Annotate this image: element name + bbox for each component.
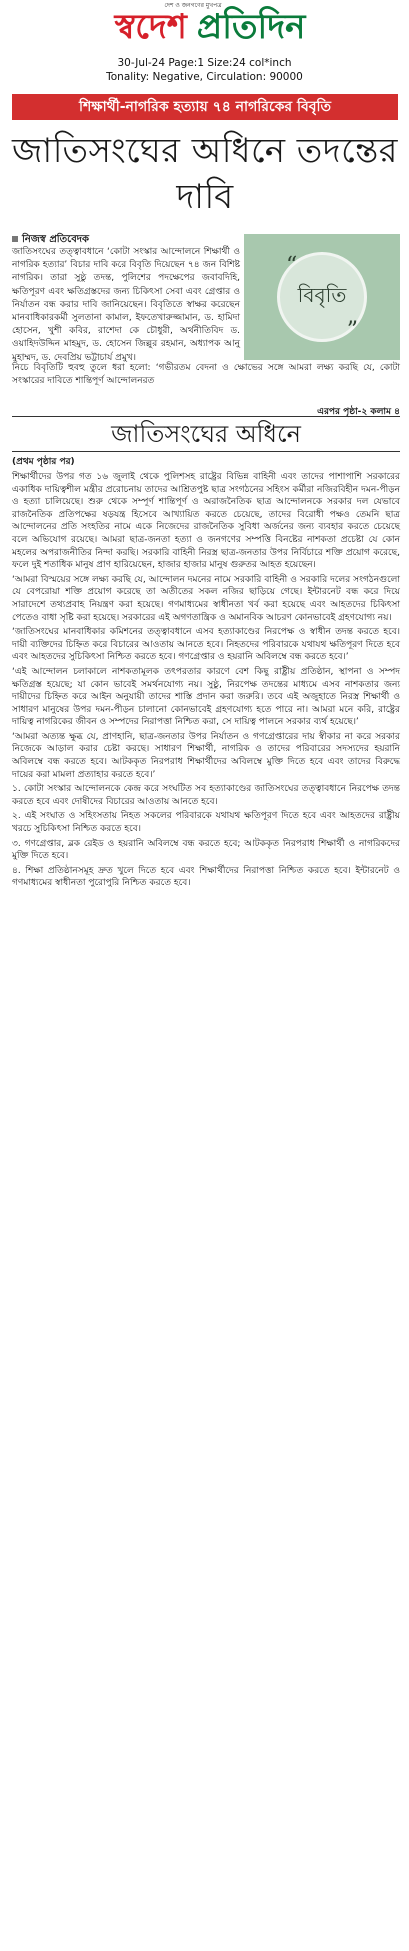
byline-bullet-icon <box>12 236 18 242</box>
demand-item: ৪. শিক্ষা প্রতিষ্ঠানসমূহ দ্রুত খুলে দিতে হবে এবং শিক্ষার্থীদের নিরাপত্তা নিশ্চিত করতে হবে। ইন্টারনেট ও গণমাধ্যমের স্বাধীনতা পুরোপুরি নিশ্চিত করতে হবে। <box>12 865 400 889</box>
logo-left: স্বদেশ <box>114 7 187 47</box>
paragraph: ‘আমরা বিস্ময়ের সঙ্গে লক্ষ্য করছি যে, আন্দোলন দমনের নামে সরকারি বাহিনী ও সরকারি দলের সংগঠনগুলো যে বেপরোয়া শক্তি প্রয়োগ করেছে তা অতীতের সকল নজির ছাড়িয়ে গেছে। ইন্টারনেট বন্ধ করে দিয়ে সারাদেশে তথ্যপ্রবাহ নিয়ন্ত্রণ করা হয়েছে। গণমাধ্যমের স্বাধীনতা খর্ব করা হয়েছে এবং আহতদের চিকিৎসা পেতেও বাধা সৃষ্টি করা হয়েছে। সরকারের এই অগণতান্ত্রিক ও অমানবিক আচরণ কোনভাবেই গ্রহণযোগ্য নয়। <box>12 574 400 623</box>
statement-badge <box>277 252 367 342</box>
masthead-tagline: দেশ ও জনগণের মুখপত্র <box>164 2 222 9</box>
meta-line-tonality: Tonality: Negative, Circulation: 90000 <box>106 71 303 83</box>
continuation-headline: জাতিসংঘের অধিনে <box>12 416 400 452</box>
open-quote-icon: “ <box>286 253 298 278</box>
demand-item: ৩. গণগ্রেপ্তার, ব্লক রেইড ও হয়রানি অবিলম্বে বন্ধ করতে হবে; আটককৃত নিরপরাধ শিক্ষার্থী ও নাগরিকদের মুক্তি দিতে হবে। <box>12 838 400 862</box>
main-headline: জাতিসংঘের অধিনে তদন্তের দাবি <box>12 131 398 217</box>
lead-text: জাতিসংঘের তত্ত্বাবধানে ‘কোটা সংস্কার আন্দোলনে শিক্ষার্থী ও নাগরিক হত্যার’ বিচার দাবি করে বিবৃতি দিয়েছেন ৭৪ জন বিশিষ্ট নাগরিক। তারা সুষ্ঠু তদন্ত, পুলিশের পদক্ষেপের জবাবদিহি, ক্ষতিপূরণ এবং ক্ষতিগ্রস্তদের জন্য চিকিৎসা সেবা এবং গ্রেপ্তার ও নির্যাতন বন্ধ করার দাবি জানিয়েছেন। বিবৃতিতে স্বাক্ষর করেছেন মানবাধিকারকর্মী সুলতানা কামাল, ইফতেখারুজ্জামান, ড. হামিদা হোসেন, খুশী কবির, রাশেদা কে চৌধুরী, অর্থনীতিবিদ ড. ওয়াহিদউদ্দিন মাহমুদ, ড. হোসেন জিল্লুর রহমান, অধ্যাপক আনু মুহাম্মদ, ড. দেবপ্রিয় ভট্টাচার্য প্রমুখ। <box>12 247 240 363</box>
clipping-meta <box>0 56 409 84</box>
continued-marker: এরপর পৃষ্ঠা-২ কলাম ৪ <box>317 407 400 417</box>
paragraph: ‘জাতিসংঘের মানবাধিকার কমিশনের তত্ত্বাবধানে এসব হত্যাকাণ্ডের নিরপেক্ষ ও স্বাধীন তদন্ত করতে হবে। দায়ী ব্যক্তিদের চিহ্নিত করে বিচারের আওতায় আনতে হবে। নিহতদের পরিবারকে যথাযথ ক্ষতিপূরণ দিতে হবে এবং আহতদের সুচিকিৎসা নিশ্চিত করতে হবে। গণগ্রেপ্তার ও হয়রানি অবিলম্বে বন্ধ করতে হবে।’ <box>12 627 400 663</box>
byline-text: নিজস্ব প্রতিবেদক <box>22 234 90 245</box>
continuation-label: (প্রথম পৃষ্ঠার পর) <box>12 457 75 467</box>
statement-image <box>244 234 400 360</box>
kicker-headline: শিক্ষার্থী-নাগরিক হত্যায় ৭৪ নাগরিকের বিবৃতি <box>12 94 398 120</box>
logo-right: প্রতিদিন <box>196 7 306 47</box>
masthead <box>0 0 409 92</box>
statement-image-label: বিবৃতি <box>297 282 347 307</box>
continuation-body <box>12 454 400 892</box>
paragraph: ‘আমরা অত্যন্ত ক্ষুব্ধ যে, প্রাণহানি, ছাত্র-জনতার উপর নির্যাতন ও গণগ্রেপ্তারের দায় স্বীকার না করে সরকার নিজেকে আড়াল করার চেষ্টা করছে। সাধারণ শিক্ষার্থী, নাগরিক ও তাদের পরিবারের সদস্যদের হয়রানি অবিলম্বে বন্ধ করতে হবে। আটককৃত নিরপরাধ শিক্ষার্থীদের অবিলম্বে মুক্তি দিতে হবে এবং তাদের বিরুদ্ধে দায়ের করা মামলা প্রত্যাহার করতে হবে।’ <box>12 731 400 780</box>
demand-item: ১. কোটা সংস্কার আন্দোলনকে কেন্দ্র করে সংঘটিত সব হত্যাকাণ্ডের জাতিসংঘের তত্ত্বাবধানে নিরপেক্ষ তদন্ত করতে হবে এবং দোষীদের বিচারের আওতায় আনতে হবে। <box>12 784 400 807</box>
demand-item: ২. এই সংঘাত ও সহিংসতায় নিহত সকলের পরিবারকে যথাযথ ক্ষতিপূরণ দিতে হবে এবং আহতদের রাষ্ট্রীয় খরচে সুচিকিৎসা নিশ্চিত করতে হবে। <box>12 811 400 835</box>
meta-line-date: 30-Jul-24 Page:1 Size:24 col*inch <box>117 57 292 69</box>
paragraph: শিক্ষার্থীদের উপর গত ১৬ জুলাই থেকে পুলিশসহ রাষ্ট্রের বিভিন্ন বাহিনী এবং তাদের পাশাপাশি সরকারের একাধিক দায়িত্বশীল মন্ত্রীর প্ররোচনায় তাদের আশ্রিতপুষ্ট ছাত্র সংগঠনের সহিংস কর্মীরা নজিরবিহীন দমন-পীড়ন ও হত্যা চালিয়েছে। শুরু থেকে সম্পূর্ণ শান্তিপূর্ণ ও অরাজনৈতিক ছাত্র আন্দোলনকে সরকার দল যেভাবে রাজনৈতিক প্রতিপক্ষের ষড়যন্ত্র হিসেবে আখ্যায়িত করতে চেয়েছে, তাদের বিরোধী পক্ষও তেমনি ছাত্র আন্দোলনের প্রতি সংহতির নামে একে নিজেদের রাজনৈতিক সুবিধা অর্জনের জন্য ব্যবহার করতে চেয়েছে বলে অভিযোগ রয়েছে। আমরা ছাত্র-জনতা হত্যা ও জনগণের সম্পত্তি বিনষ্টের নাশকতা প্রচেষ্টা যে কোন মহলের অপরাজনীতির নিন্দা করছি। সরকারি বাহিনী নিরস্ত্র ছাত্র-জনতার উপর নির্বিচারে শক্তি প্রয়োগ করেছে, ফলে দুই শতাধিক মানুষ প্রাণ হারিয়েছেন, হাজার হাজার মানুষ গুরুতর আহত হয়েছেন। <box>12 472 400 571</box>
statement-intro: নিচে বিবৃতিটি হুবহু তুলে ধরা হলো: ‘গভীরতম বেদনা ও ক্ষোভের সঙ্গে আমরা লক্ষ্য করছি যে, কোটা সংস্কারের দাবিতে শান্তিপূর্ণ আন্দোলনরত <box>12 363 400 387</box>
paragraph: ‘এই আন্দোলন চলাকালে নাশকতামূলক তৎপরতার কারণে বেশ কিছু রাষ্ট্রীয় প্রতিষ্ঠান, স্থাপনা ও সম্পদ ক্ষতিগ্রস্ত হয়েছে; যা কোন ভাবেই সমর্থনযোগ্য নয়। সুষ্ঠু, নিরপেক্ষ তদন্তের মাধ্যমে এসব নাশকতার জন্য দায়ীদের চিহ্নিত করে আইন অনুযায়ী তাদের শাস্তি প্রদান করা জরুরি। তবে এই অজুহাতে নিরস্ত্র শিক্ষার্থী ও সাধারণ মানুষের উপর দমন-পীড়ন চালানো কোনভাবেই গ্রহণযোগ্য হতে পারে না। আমরা মনে করি, রাষ্ট্রের দায়িত্ব নাগরিকের জীবন ও সম্পদের নিরাপত্তা নিশ্চিত করা, সে দায়িত্ব পালনে সরকার ব্যর্থ হয়েছে।’ <box>12 666 400 728</box>
lead-section <box>12 232 400 362</box>
close-quote-icon: ” <box>346 318 358 343</box>
newspaper-logo <box>60 4 360 50</box>
